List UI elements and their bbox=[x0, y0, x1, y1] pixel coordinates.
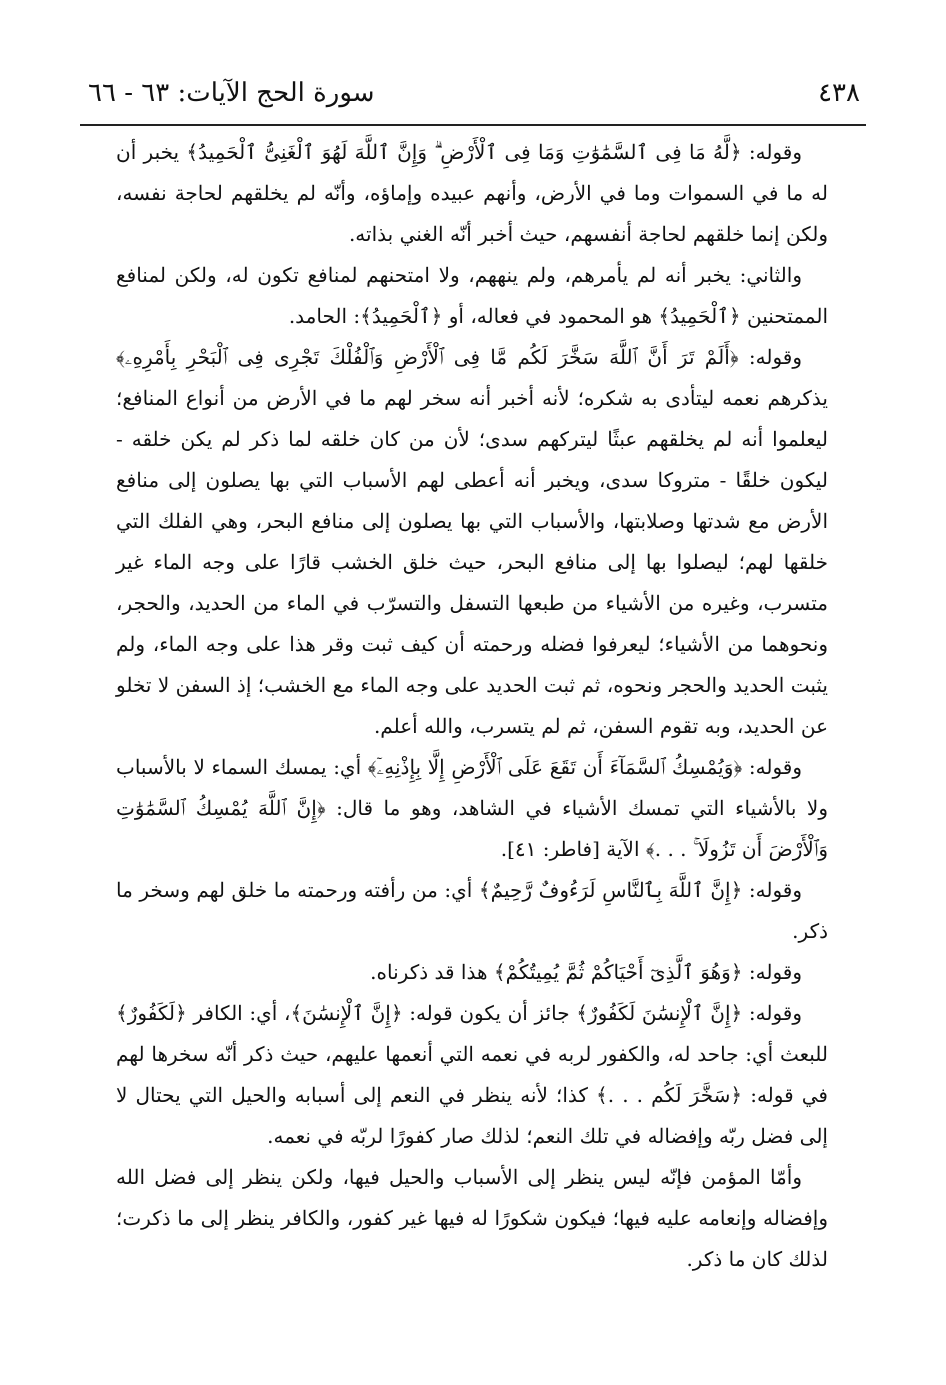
paragraph: وقوله: ﴿وَيُمْسِكُ ٱلسَّمَآءَ أَن تَقَعَ عَلَى ٱلْأَرْضِ إِلَّا بِإِذْنِهِۦٓ﴾ أي: يمسك السماء لا بالأسباب ولا بالأشياء التي تمسك الأشياء في الشاهد، وهو ما قال: ﴿إِنَّ ٱللَّهَ يُمْسِكُ ٱلسَّمَٰوَٰتِ وَٱلْأَرْضَ أَن تَزُولَا ۚ . . .﴾ الآية [فاطر: ٤١]. bbox=[116, 755, 828, 861]
header-rule bbox=[80, 124, 866, 126]
paragraph: وأمّا المؤمن فإنّه ليس ينظر إلى الأسباب والحيل فيها، ولكن ينظر إلى فضل الله وإفضاله وإنعامه عليه فيها؛ فيكون شكورًا له فيها غير كفور، والكافر ينظر إلى ما ذكرت؛ لذلك كان ما ذكر. bbox=[116, 1165, 828, 1271]
paragraph: وقوله: ﴿إِنَّ ٱللَّهَ بِٱلنَّاسِ لَرَءُوفٌ رَّحِيمٌ﴾ أي: من رأفته ورحمته ما خلق لهم وسخر ما ذكر. bbox=[116, 878, 828, 943]
paragraph: والثاني: يخبر أنه لم يأمرهم، ولم ينههم، ولا امتحنهم لمنافع تكون له، ولكن لمنافع الممتحنين ﴿ٱلْحَمِيدُ﴾ هو المحمود في فعاله، أو ﴿ٱلْحَمِيدُ﴾: الحامد. bbox=[116, 263, 828, 328]
paragraph: وقوله: ﴿أَلَمْ تَرَ أَنَّ ٱللَّهَ سَخَّرَ لَكُم مَّا فِى ٱلْأَرْضِ وَٱلْفُلْكَ تَجْرِى فِى ٱلْبَحْرِ بِأَمْرِهِۦ﴾ يذكرهم نعمه ليتأدى به شكره؛ لأنه أخبر أنه سخر لهم ما في الأرض من أنواع المنافع؛ ليعلموا أنه لم يخلقهم عبثًا ليتركهم سدى؛ لأن من كان خلقه لما ذكر لم يكن خلقه - ليكون خلقًا - متروكا سدى، ويخبر أنه أعطى لهم الأسباب التي بها يصلون إلى منافع الأرض مع شدتها وصلابتها، والأسباب التي بها يصلون إلى منافع البحر، وهي الفلك التي خلقها لهم؛ ليصلوا بها إلى منافع البحر، حيث خلق الخشب قارًا على وجه الماء غير متسرب، وغيره من الأشياء من طبعها التسفل والتسرّب في الماء من الحديد، والحجر، ونحوهما من الأشياء؛ ليعرفوا فضله ورحمته أن كيف ثبت وقر هذا على وجه الماء، ولم يثبت الحديد والحجر ونحوه، ثم ثبت الحديد على وجه الماء مع الخشب؛ إذ السفن لا تخلو عن الحديد، وبه تقوم السفن، ثم لم يتسرب، والله أعلم. bbox=[116, 345, 828, 738]
page-header bbox=[80, 64, 866, 124]
body-text bbox=[116, 132, 828, 1280]
paragraph: وقوله: ﴿إِنَّ ٱلْإِنسَٰنَ لَكَفُورٌ﴾ جائز أن يكون قوله: ﴿إِنَّ ٱلْإِنسَٰنَ﴾، أي: الكافر ﴿لَكَفُورٌ﴾ للبعث أي: جاحد له، والكفور لربه في نعمه التي أنعمها عليهم، حيث ذكر أنّه سخرها لهم في قوله: ﴿سَخَّرَ لَكُم . . .﴾ كذا؛ لأنه ينظر في النعم إلى أسبابه والحيل التي يحتال لا إلى فضل ربّه وإفضاله في تلك النعم؛ لذلك صار كفورًا لربّه في نعمه. bbox=[116, 1001, 828, 1148]
paragraph: وقوله: ﴿وَهُوَ ٱلَّذِىٓ أَحْيَاكُمْ ثُمَّ يُمِيتُكُمْ﴾ هذا قد ذكرناه. bbox=[370, 960, 802, 984]
page-number: ٤٣٨ bbox=[818, 78, 860, 108]
paragraph: وقوله: ﴿لَّهُ مَا فِى ٱلسَّمَٰوَٰتِ وَمَا فِى ٱلْأَرْضِ ۗ وَإِنَّ ٱللَّهَ لَهُوَ ٱلْغَنِىُّ ٱلْحَمِيدُ﴾ يخبر أن له ما في السموات وما في الأرض، وأنهم عبيده وإماؤه، وأنّه لم يخلقهم لحاجة نفسه، ولكن إنما خلقهم لحاجة أنفسهم، حيث أخبر أنّه الغني بذاته. bbox=[116, 140, 828, 246]
running-title: سورة الحج الآيات: ٦٣ - ٦٦ bbox=[88, 78, 375, 108]
